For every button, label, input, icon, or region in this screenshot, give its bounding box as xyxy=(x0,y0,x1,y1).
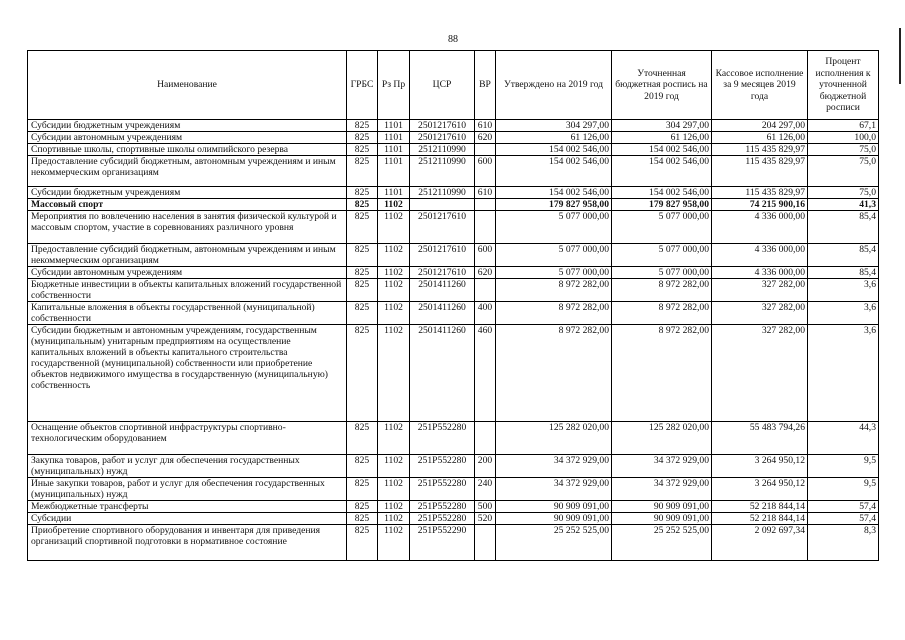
row-vr: 610 xyxy=(475,187,496,199)
table-row xyxy=(28,132,879,144)
table-row xyxy=(28,422,879,455)
row-name: Субсидии xyxy=(28,513,347,525)
row-refined: 5 077 000,00 xyxy=(612,211,712,244)
row-executed: 327 282,00 xyxy=(712,279,808,302)
row-refined: 179 827 958,00 xyxy=(612,199,712,211)
table-row xyxy=(28,501,879,513)
row-executed: 4 336 000,00 xyxy=(712,211,808,244)
row-vr: 460 xyxy=(475,325,496,422)
row-name: Приобретение спортивного оборудования и инвентаря для приведения организаций спортивной подготовки в нормативное состояние xyxy=(28,525,347,561)
row-grbs: 825 xyxy=(347,211,378,244)
row-refined: 61 126,00 xyxy=(612,132,712,144)
row-vr: 400 xyxy=(475,302,496,325)
row-approved: 304 297,00 xyxy=(496,120,612,132)
row-vr: 600 xyxy=(475,156,496,187)
row-executed: 52 218 844,14 xyxy=(712,501,808,513)
row-approved: 61 126,00 xyxy=(496,132,612,144)
row-executed: 327 282,00 xyxy=(712,325,808,422)
row-vr: 610 xyxy=(475,120,496,132)
row-approved: 5 077 000,00 xyxy=(496,211,612,244)
page-number: 88 xyxy=(448,34,458,45)
row-grbs: 825 xyxy=(347,120,378,132)
row-refined: 5 077 000,00 xyxy=(612,244,712,267)
row-approved: 179 827 958,00 xyxy=(496,199,612,211)
row-rzpr: 1102 xyxy=(378,422,410,455)
row-refined: 154 002 546,00 xyxy=(612,156,712,187)
row-approved: 154 002 546,00 xyxy=(496,144,612,156)
row-name: Капитальные вложения в объекты государственной (муниципальной) собственности xyxy=(28,302,347,325)
row-name: Предоставление субсидий бюджетным, автономным учреждениям и иным некоммерческим организациям xyxy=(28,156,347,187)
row-csr: 251P552280 xyxy=(410,422,475,455)
row-executed: 2 092 697,34 xyxy=(712,525,808,561)
page-edge-line xyxy=(899,28,901,84)
row-refined: 304 297,00 xyxy=(612,120,712,132)
row-name: Спортивные школы, спортивные школы олимпийского резерва xyxy=(28,144,347,156)
row-approved: 25 252 525,00 xyxy=(496,525,612,561)
row-grbs: 825 xyxy=(347,302,378,325)
row-rzpr: 1102 xyxy=(378,513,410,525)
row-csr: 2501217610 xyxy=(410,244,475,267)
row-name: Субсидии бюджетным учреждениям xyxy=(28,120,347,132)
header-percent: Процент исполнения к уточненной бюджетной росписи xyxy=(808,51,879,120)
row-executed: 4 336 000,00 xyxy=(712,267,808,279)
row-refined: 25 252 525,00 xyxy=(612,525,712,561)
row-executed: 52 218 844,14 xyxy=(712,513,808,525)
row-name: Субсидии бюджетным и автономным учреждениям, государственным (муниципальным) унитарным предприятиям на осуществление капитальных вложений в объекты капитального строительства государственной (муниципальной) собственности или приобретение объектов недвижимого имущества в государственную (муниципальную) собственность xyxy=(28,325,347,422)
row-rzpr: 1101 xyxy=(378,156,410,187)
row-approved: 34 372 929,00 xyxy=(496,478,612,501)
row-refined: 34 372 929,00 xyxy=(612,455,712,478)
row-percent: 75,0 xyxy=(808,156,879,187)
row-executed: 74 215 900,16 xyxy=(712,199,808,211)
table-row xyxy=(28,325,879,422)
row-grbs: 825 xyxy=(347,156,378,187)
row-rzpr: 1102 xyxy=(378,199,410,211)
header-approved: Утверждено на 2019 год xyxy=(496,51,612,120)
row-csr: 2501411260 xyxy=(410,325,475,422)
row-csr: 251P552280 xyxy=(410,501,475,513)
row-rzpr: 1102 xyxy=(378,302,410,325)
row-csr: 251P552280 xyxy=(410,478,475,501)
table-row xyxy=(28,211,879,244)
row-rzpr: 1102 xyxy=(378,325,410,422)
row-vr: 520 xyxy=(475,513,496,525)
row-executed: 115 435 829,97 xyxy=(712,187,808,199)
row-rzpr: 1101 xyxy=(378,120,410,132)
row-percent: 85,4 xyxy=(808,244,879,267)
row-approved: 90 909 091,00 xyxy=(496,513,612,525)
row-approved: 8 972 282,00 xyxy=(496,325,612,422)
row-rzpr: 1102 xyxy=(378,525,410,561)
row-percent: 3,6 xyxy=(808,279,879,302)
row-csr: 251P552280 xyxy=(410,455,475,478)
row-vr xyxy=(475,422,496,455)
row-executed: 61 126,00 xyxy=(712,132,808,144)
row-percent: 3,6 xyxy=(808,302,879,325)
row-vr: 500 xyxy=(475,501,496,513)
table-header-row xyxy=(28,51,879,120)
row-grbs: 825 xyxy=(347,279,378,302)
row-name: Мероприятия по вовлечению населения в занятия физической культурой и массовым спортом, участие в соревнованиях различного уровня xyxy=(28,211,347,244)
row-rzpr: 1101 xyxy=(378,144,410,156)
row-vr: 620 xyxy=(475,267,496,279)
row-percent: 75,0 xyxy=(808,187,879,199)
table-row xyxy=(28,156,879,187)
row-grbs: 825 xyxy=(347,187,378,199)
row-name: Субсидии автономным учреждениям xyxy=(28,267,347,279)
row-grbs: 825 xyxy=(347,422,378,455)
budget-table xyxy=(27,50,879,561)
row-percent: 85,4 xyxy=(808,211,879,244)
row-percent: 9,5 xyxy=(808,455,879,478)
row-rzpr: 1102 xyxy=(378,279,410,302)
header-csr: ЦСР xyxy=(410,51,475,120)
row-rzpr: 1102 xyxy=(378,211,410,244)
row-executed: 3 264 950,12 xyxy=(712,478,808,501)
row-vr xyxy=(475,144,496,156)
row-refined: 154 002 546,00 xyxy=(612,187,712,199)
table-row xyxy=(28,267,879,279)
row-approved: 154 002 546,00 xyxy=(496,187,612,199)
row-approved: 8 972 282,00 xyxy=(496,302,612,325)
row-rzpr: 1102 xyxy=(378,455,410,478)
row-name: Массовый спорт xyxy=(28,199,347,211)
row-grbs: 825 xyxy=(347,478,378,501)
row-grbs: 825 xyxy=(347,144,378,156)
row-percent: 85,4 xyxy=(808,267,879,279)
row-csr xyxy=(410,199,475,211)
row-csr: 2512110990 xyxy=(410,144,475,156)
row-vr xyxy=(475,525,496,561)
row-vr: 200 xyxy=(475,455,496,478)
row-name: Закупка товаров, работ и услуг для обеспечения государственных (муниципальных) нужд xyxy=(28,455,347,478)
row-approved: 125 282 020,00 xyxy=(496,422,612,455)
row-rzpr: 1101 xyxy=(378,187,410,199)
row-vr xyxy=(475,199,496,211)
row-name: Межбюджетные трансферты xyxy=(28,501,347,513)
row-grbs: 825 xyxy=(347,325,378,422)
table-row xyxy=(28,455,879,478)
row-name: Субсидии автономным учреждениям xyxy=(28,132,347,144)
row-refined: 34 372 929,00 xyxy=(612,478,712,501)
row-executed: 115 435 829,97 xyxy=(712,144,808,156)
row-grbs: 825 xyxy=(347,525,378,561)
row-rzpr: 1102 xyxy=(378,478,410,501)
table-row xyxy=(28,244,879,267)
row-grbs: 825 xyxy=(347,501,378,513)
row-csr: 251P552280 xyxy=(410,513,475,525)
row-vr: 620 xyxy=(475,132,496,144)
row-csr: 2501411260 xyxy=(410,302,475,325)
table-row xyxy=(28,120,879,132)
table-row xyxy=(28,279,879,302)
row-approved: 5 077 000,00 xyxy=(496,244,612,267)
row-grbs: 825 xyxy=(347,455,378,478)
row-csr: 2512110990 xyxy=(410,187,475,199)
row-grbs: 825 xyxy=(347,199,378,211)
table-row xyxy=(28,144,879,156)
row-vr xyxy=(475,211,496,244)
table-body xyxy=(28,120,879,561)
row-name: Предоставление субсидий бюджетным, автономным учреждениям и иным некоммерческим организациям xyxy=(28,244,347,267)
header-name: Наименование xyxy=(28,51,347,120)
row-refined: 125 282 020,00 xyxy=(612,422,712,455)
row-percent: 75,0 xyxy=(808,144,879,156)
row-vr: 240 xyxy=(475,478,496,501)
header-vr: ВР xyxy=(475,51,496,120)
row-csr: 2512110990 xyxy=(410,156,475,187)
row-rzpr: 1102 xyxy=(378,267,410,279)
header-rzpr: Рз Пр xyxy=(378,51,410,120)
row-grbs: 825 xyxy=(347,244,378,267)
row-percent: 41,3 xyxy=(808,199,879,211)
row-rzpr: 1102 xyxy=(378,501,410,513)
row-name: Субсидии бюджетным учреждениям xyxy=(28,187,347,199)
row-refined: 8 972 282,00 xyxy=(612,279,712,302)
table-row xyxy=(28,199,879,211)
row-refined: 5 077 000,00 xyxy=(612,267,712,279)
row-name: Оснащение объектов спортивной инфраструктуры спортивно-технологическим оборудованием xyxy=(28,422,347,455)
row-percent: 57,4 xyxy=(808,513,879,525)
row-csr: 2501217610 xyxy=(410,267,475,279)
row-approved: 5 077 000,00 xyxy=(496,267,612,279)
row-grbs: 825 xyxy=(347,132,378,144)
row-percent: 3,6 xyxy=(808,325,879,422)
row-executed: 204 297,00 xyxy=(712,120,808,132)
table-row xyxy=(28,302,879,325)
row-csr: 2501217610 xyxy=(410,120,475,132)
row-percent: 9,5 xyxy=(808,478,879,501)
header-refined: Уточненная бюджетная роспись на 2019 год xyxy=(612,51,712,120)
row-executed: 55 483 794,26 xyxy=(712,422,808,455)
row-executed: 3 264 950,12 xyxy=(712,455,808,478)
row-refined: 8 972 282,00 xyxy=(612,325,712,422)
table-row xyxy=(28,525,879,561)
row-vr: 600 xyxy=(475,244,496,267)
row-csr: 2501217610 xyxy=(410,211,475,244)
row-name: Бюджетные инвестиции в объекты капитальных вложений государственной собственности xyxy=(28,279,347,302)
row-refined: 90 909 091,00 xyxy=(612,501,712,513)
row-csr: 251P552290 xyxy=(410,525,475,561)
row-approved: 90 909 091,00 xyxy=(496,501,612,513)
row-percent: 8,3 xyxy=(808,525,879,561)
row-executed: 115 435 829,97 xyxy=(712,156,808,187)
row-refined: 8 972 282,00 xyxy=(612,302,712,325)
row-csr: 2501217610 xyxy=(410,132,475,144)
row-csr: 2501411260 xyxy=(410,279,475,302)
table-row xyxy=(28,187,879,199)
header-executed: Кассовое исполнение за 9 месяцев 2019 года xyxy=(712,51,808,120)
row-percent: 57,4 xyxy=(808,501,879,513)
row-percent: 67,1 xyxy=(808,120,879,132)
row-vr xyxy=(475,279,496,302)
table-row xyxy=(28,513,879,525)
header-grbs: ГРБС xyxy=(347,51,378,120)
row-executed: 327 282,00 xyxy=(712,302,808,325)
row-approved: 34 372 929,00 xyxy=(496,455,612,478)
row-grbs: 825 xyxy=(347,513,378,525)
row-rzpr: 1101 xyxy=(378,132,410,144)
row-percent: 100,0 xyxy=(808,132,879,144)
row-rzpr: 1102 xyxy=(378,244,410,267)
row-approved: 8 972 282,00 xyxy=(496,279,612,302)
row-name: Иные закупки товаров, работ и услуг для обеспечения государственных (муниципальных) нужд xyxy=(28,478,347,501)
table-row xyxy=(28,478,879,501)
row-percent: 44,3 xyxy=(808,422,879,455)
row-refined: 90 909 091,00 xyxy=(612,513,712,525)
row-executed: 4 336 000,00 xyxy=(712,244,808,267)
row-refined: 154 002 546,00 xyxy=(612,144,712,156)
row-approved: 154 002 546,00 xyxy=(496,156,612,187)
row-grbs: 825 xyxy=(347,267,378,279)
